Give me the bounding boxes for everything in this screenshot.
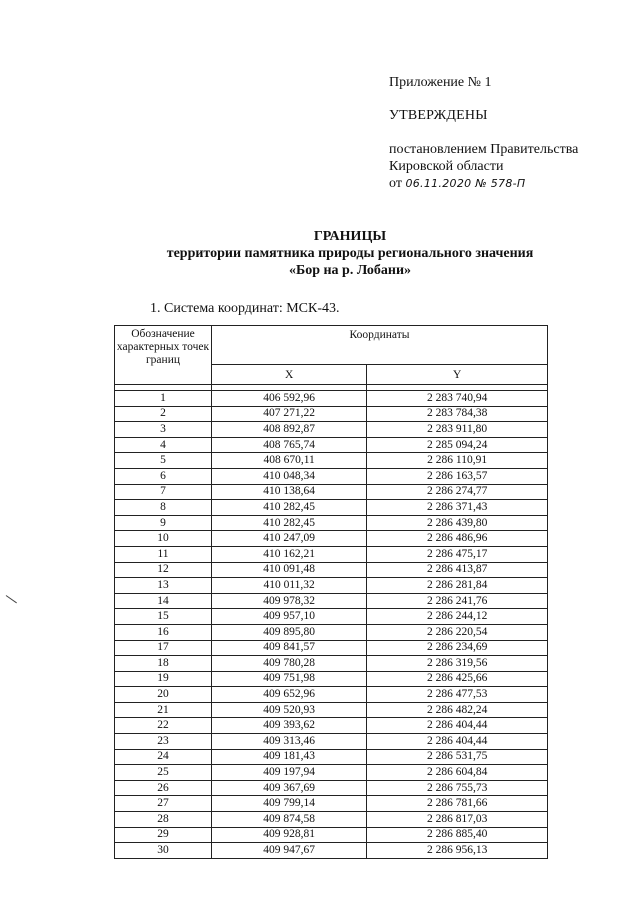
y-coordinate-cell: 2 286 486,96	[367, 531, 548, 547]
y-coordinate-cell: 2 286 439,80	[367, 515, 548, 531]
appendix-label: Приложение № 1	[389, 75, 492, 90]
point-number-cell: 8	[115, 500, 212, 516]
title-line-2: «Бор на р. Лобани»	[288, 263, 412, 278]
x-coordinate-cell: 410 091,48	[212, 562, 367, 578]
y-coordinate-cell: 2 286 817,03	[367, 812, 548, 828]
point-number-cell: 9	[115, 515, 212, 531]
point-number-cell: 20	[115, 687, 212, 703]
point-number-cell: 22	[115, 718, 212, 734]
x-coordinate-cell: 409 957,10	[212, 609, 367, 625]
y-coordinate-cell: 2 286 604,84	[367, 765, 548, 781]
y-coordinate-cell: 2 286 482,24	[367, 702, 548, 718]
point-number-cell: 5	[115, 453, 212, 469]
scan-stray-mark	[6, 595, 17, 603]
y-coordinate-cell: 2 286 241,76	[367, 593, 548, 609]
table-row	[115, 531, 548, 547]
x-coordinate-cell: 408 765,74	[212, 437, 367, 453]
decree-handwritten-number: 06.11.2020 № 578-П	[405, 177, 526, 190]
point-number-cell: 23	[115, 734, 212, 750]
y-coordinate-cell: 2 286 531,75	[367, 749, 548, 765]
x-coordinate-cell: 410 247,09	[212, 531, 367, 547]
x-coordinate-cell: 408 670,11	[212, 453, 367, 469]
y-coordinate-cell: 2 286 755,73	[367, 780, 548, 796]
x-coordinate-cell: 410 282,45	[212, 500, 367, 516]
decree-line-2: Кировской области	[389, 159, 504, 174]
table-row	[115, 780, 548, 796]
table-body	[115, 391, 548, 859]
y-coordinate-cell: 2 286 413,87	[367, 562, 548, 578]
table-row	[115, 765, 548, 781]
y-coordinate-cell: 2 286 956,13	[367, 843, 548, 859]
y-coordinate-cell: 2 286 781,66	[367, 796, 548, 812]
table-row	[115, 562, 548, 578]
point-number-cell: 16	[115, 624, 212, 640]
x-coordinate-cell: 407 271,22	[212, 406, 367, 422]
table-row	[115, 656, 548, 672]
x-coordinate-cell: 410 011,32	[212, 578, 367, 594]
x-coordinate-cell: 409 197,94	[212, 765, 367, 781]
y-coordinate-cell: 2 286 244,12	[367, 609, 548, 625]
decree-line-1: постановлением Правительства	[389, 142, 579, 157]
y-coordinate-cell: 2 286 319,56	[367, 656, 548, 672]
coordinates-table	[114, 325, 548, 859]
x-coordinate-cell: 410 048,34	[212, 468, 367, 484]
point-number-cell: 25	[115, 765, 212, 781]
y-coordinate-cell: 2 286 281,84	[367, 578, 548, 594]
table-row	[115, 422, 548, 438]
x-coordinate-cell: 409 895,80	[212, 624, 367, 640]
table-row	[115, 609, 548, 625]
coordinate-system-heading: 1. Система координат: МСК-43.	[150, 301, 340, 316]
y-coordinate-cell: 2 286 477,53	[367, 687, 548, 703]
column-header-x: X	[212, 365, 367, 385]
table-row	[115, 812, 548, 828]
x-coordinate-cell: 409 652,96	[212, 687, 367, 703]
table-row	[115, 624, 548, 640]
y-coordinate-cell: 2 286 220,54	[367, 624, 548, 640]
title-line-1: территории памятника природы регионального значения	[166, 246, 534, 261]
point-number-cell: 15	[115, 609, 212, 625]
point-number-cell: 29	[115, 827, 212, 843]
point-number-cell: 4	[115, 437, 212, 453]
table-row	[115, 796, 548, 812]
x-coordinate-cell: 409 928,81	[212, 827, 367, 843]
y-coordinate-cell: 2 283 740,94	[367, 391, 548, 407]
x-coordinate-cell: 409 799,14	[212, 796, 367, 812]
table-row	[115, 546, 548, 562]
y-coordinate-cell: 2 286 404,44	[367, 718, 548, 734]
table-row	[115, 578, 548, 594]
column-header-y: Y	[367, 365, 548, 385]
document-title	[100, 228, 600, 279]
point-number-cell: 3	[115, 422, 212, 438]
column-header-coordinates: Координаты	[212, 326, 548, 365]
table-row	[115, 484, 548, 500]
point-number-cell: 28	[115, 812, 212, 828]
x-coordinate-cell: 410 162,21	[212, 546, 367, 562]
table-row	[115, 500, 548, 516]
y-coordinate-cell: 2 286 404,44	[367, 734, 548, 750]
x-coordinate-cell: 409 780,28	[212, 656, 367, 672]
point-number-cell: 12	[115, 562, 212, 578]
y-coordinate-cell: 2 286 425,66	[367, 671, 548, 687]
table-row	[115, 843, 548, 859]
y-coordinate-cell: 2 286 475,17	[367, 546, 548, 562]
point-number-cell: 26	[115, 780, 212, 796]
point-number-cell: 13	[115, 578, 212, 594]
y-coordinate-cell: 2 286 274,77	[367, 484, 548, 500]
x-coordinate-cell: 409 978,32	[212, 593, 367, 609]
x-coordinate-cell: 409 751,98	[212, 671, 367, 687]
y-coordinate-cell: 2 285 094,24	[367, 437, 548, 453]
table-row	[115, 437, 548, 453]
x-coordinate-cell: 409 874,58	[212, 812, 367, 828]
point-number-cell: 2	[115, 406, 212, 422]
x-coordinate-cell: 409 841,57	[212, 640, 367, 656]
point-number-cell: 1	[115, 391, 212, 407]
point-number-cell: 17	[115, 640, 212, 656]
table-row	[115, 734, 548, 750]
table-row	[115, 687, 548, 703]
y-coordinate-cell: 2 283 911,80	[367, 422, 548, 438]
table-row	[115, 391, 548, 407]
point-number-cell: 19	[115, 671, 212, 687]
point-number-cell: 24	[115, 749, 212, 765]
table-row	[115, 671, 548, 687]
table-row	[115, 515, 548, 531]
decree-date-line	[389, 175, 578, 192]
x-coordinate-cell: 409 520,93	[212, 702, 367, 718]
x-coordinate-cell: 409 313,46	[212, 734, 367, 750]
table-row	[115, 718, 548, 734]
point-number-cell: 7	[115, 484, 212, 500]
y-coordinate-cell: 2 286 885,40	[367, 827, 548, 843]
table-row	[115, 453, 548, 469]
y-coordinate-cell: 2 286 234,69	[367, 640, 548, 656]
x-coordinate-cell: 409 367,69	[212, 780, 367, 796]
point-number-cell: 30	[115, 843, 212, 859]
y-coordinate-cell: 2 286 110,91	[367, 453, 548, 469]
x-coordinate-cell: 408 892,87	[212, 422, 367, 438]
table-row	[115, 640, 548, 656]
x-coordinate-cell: 409 947,67	[212, 843, 367, 859]
point-number-cell: 11	[115, 546, 212, 562]
decree-from: от	[389, 176, 402, 191]
table-row	[115, 827, 548, 843]
table-row	[115, 468, 548, 484]
point-number-cell: 10	[115, 531, 212, 547]
y-coordinate-cell: 2 286 163,57	[367, 468, 548, 484]
point-number-cell: 21	[115, 702, 212, 718]
x-coordinate-cell: 410 282,45	[212, 515, 367, 531]
table-row	[115, 406, 548, 422]
point-number-cell: 18	[115, 656, 212, 672]
point-number-cell: 6	[115, 468, 212, 484]
x-coordinate-cell: 410 138,64	[212, 484, 367, 500]
column-header-designation: Обозначение характерных точек границ	[115, 326, 212, 385]
table-row	[115, 749, 548, 765]
decree-block	[389, 141, 578, 192]
table-row	[115, 593, 548, 609]
approved-label: УТВЕРЖДЕНЫ	[389, 108, 488, 123]
y-coordinate-cell: 2 283 784,38	[367, 406, 548, 422]
table-row	[115, 702, 548, 718]
y-coordinate-cell: 2 286 371,43	[367, 500, 548, 516]
x-coordinate-cell: 409 181,43	[212, 749, 367, 765]
point-number-cell: 27	[115, 796, 212, 812]
title-heading: ГРАНИЦЫ	[313, 229, 387, 244]
x-coordinate-cell: 406 592,96	[212, 391, 367, 407]
point-number-cell: 14	[115, 593, 212, 609]
x-coordinate-cell: 409 393,62	[212, 718, 367, 734]
